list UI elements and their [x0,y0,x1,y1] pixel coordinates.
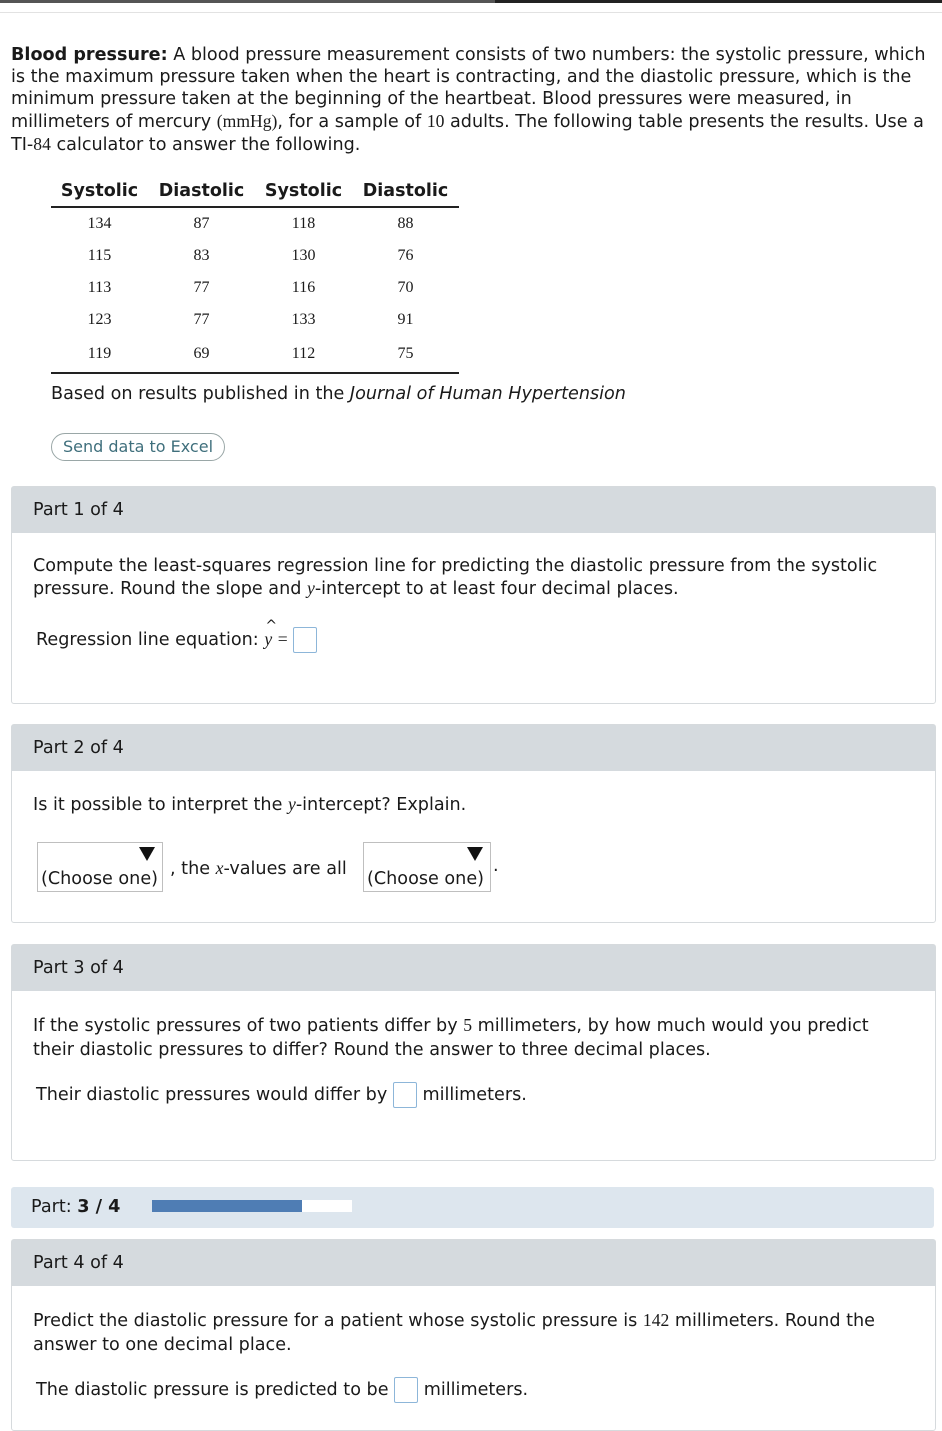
dropdown-arrow-icon [139,847,155,861]
intro-sample-size: 10 [426,111,445,131]
table-cell: 91 [397,311,414,328]
intro-ti-number: 84 [33,134,51,154]
intro-title: Blood pressure: [11,45,168,65]
table-cell: 119 [87,345,112,362]
part-3-panel [11,944,936,1161]
regression-equation-input[interactable] [293,627,317,653]
table-cell: 116 [291,279,316,296]
progress-fill [152,1200,302,1212]
part-3-q-text-1: If the systolic pressures of two patients differ by [33,1016,464,1036]
progress-label [31,1187,120,1228]
source-journal: Journal of Human Hypertension [349,384,626,404]
table-cell: 123 [87,311,112,328]
x-var: x [215,858,224,878]
part-4-number: 142 [642,1310,670,1330]
table-cell: 133 [291,311,316,328]
part-1-q-text-1: Compute the least-squares regression line for predicting the diastolic pressure from the systolic pressure. Round the slope and [33,556,878,599]
part-2-period: . [493,856,499,876]
send-to-excel-button[interactable]: Send data to Excel [51,433,225,461]
table-cell: 134 [87,215,112,232]
table-cell: 115 [87,247,112,264]
table-cell: 87 [193,215,210,232]
part-2-q-var: y [288,794,296,814]
part-3-number: 5 [463,1015,473,1035]
part-1-header: Part 1 of 4 [12,487,935,533]
table-cell: 70 [397,279,414,296]
part-1-panel [11,486,936,704]
intro-unit: (mmHg) [216,111,278,131]
table-cell: 77 [193,279,210,296]
part-4-question [33,1308,913,1357]
source-prefix: Based on results published in the [51,384,350,404]
intro-text-3: adults. The following table presents the results. Use a TI- [11,112,924,155]
intro-text-2: , for a sample of [277,112,427,132]
part-4-answer-row [36,1377,916,1403]
predicted-diastolic-input[interactable] [394,1377,418,1403]
part-4-q-text-1: Predict the diastolic pressure for a patient whose systolic pressure is [33,1311,643,1331]
part-4-unit: millimeters. [423,1380,529,1400]
intro-text-4: calculator to answer the following. [50,135,361,155]
part-3-question [33,1013,913,1062]
table-cell: 130 [291,247,316,264]
dropdown-arrow-icon [467,847,483,861]
part-3-q-text-2: millimeters, by how much would you predict their diastolic pressures to differ? Round the answer to three decimal places. [33,1016,869,1060]
table-cell: 88 [397,215,414,232]
part-4-answer-label: The diastolic pressure is predicted to be [36,1380,395,1400]
table-cell: 75 [397,345,414,362]
hat-icon: ^ [265,618,278,634]
select-value: (Choose one) [367,869,485,889]
problem-intro [11,44,931,156]
part-3-answer-label: Their diastolic pressures would differ by [36,1085,393,1105]
part-progress [11,1187,934,1228]
part-2-q-text-1: Is it possible to interpret the [33,795,288,815]
table-row [51,207,459,240]
part-3-unit: millimeters. [422,1085,527,1105]
table-row [51,304,459,336]
diastolic-difference-input[interactable] [393,1082,417,1108]
table-cell: 69 [193,345,210,362]
part-4-panel [11,1239,936,1431]
part-3-answer-row [36,1082,916,1108]
col-header: Systolic [255,176,352,207]
col-header: Diastolic [352,176,459,207]
top-divider [0,12,942,13]
table-row [51,240,459,272]
part-2-q-text-2: -intercept? Explain. [295,795,467,815]
x-values-select[interactable] [363,842,491,892]
col-header: Diastolic [148,176,255,207]
part-3-header: Part 3 of 4 [12,945,935,991]
top-bar-dark [495,0,942,3]
progress-value: 3 / 4 [77,1197,121,1217]
data-source [51,384,626,404]
regression-label: Regression line equation: [36,630,265,650]
table-cell: 113 [87,279,112,296]
progress-prefix: Part: [31,1197,78,1217]
table-cell: 77 [193,311,210,328]
table-cell: 118 [291,215,316,232]
part-2-question [33,793,913,816]
part-1-answer-row [36,618,916,653]
part-1-q-var: y [307,578,315,598]
select-value: (Choose one) [41,869,159,889]
intercept-possible-select[interactable] [37,842,163,892]
table-cell: 112 [291,345,316,362]
part-1-q-text-2: -intercept to at least four decimal places. [314,579,679,599]
part-2-panel [11,724,936,923]
part-2-header: Part 2 of 4 [12,725,935,771]
y-hat-var: y [264,629,273,649]
y-hat-symbol [264,618,278,653]
mid-text-1: , the [170,859,216,879]
mid-text-2: -values are all [223,859,347,879]
part-4-q-text-2: millimeters. Round the answer to one decimal place. [33,1311,875,1355]
intro-text-1: A blood pressure measurement consists of two numbers: the systolic pressure, which is the maximum pressure taken when the heart is contracting, and the diastolic pressure, which is the minimum pressure taken at the beginning of the heartbeat. Blood pressures were measured, in millimeters of mercury [11,45,926,132]
table-cell: 76 [397,247,414,264]
blood-pressure-table [51,176,459,374]
progress-track [152,1200,352,1212]
col-header: Systolic [51,176,148,207]
table-cell: 83 [193,247,210,264]
table-header-row [51,176,459,207]
table-row [51,272,459,304]
part-4-header: Part 4 of 4 [12,1240,935,1286]
table-row [51,336,459,373]
part-1-question [33,555,913,600]
equals-sign: = [277,629,288,649]
part-2-mid-text [170,857,370,880]
